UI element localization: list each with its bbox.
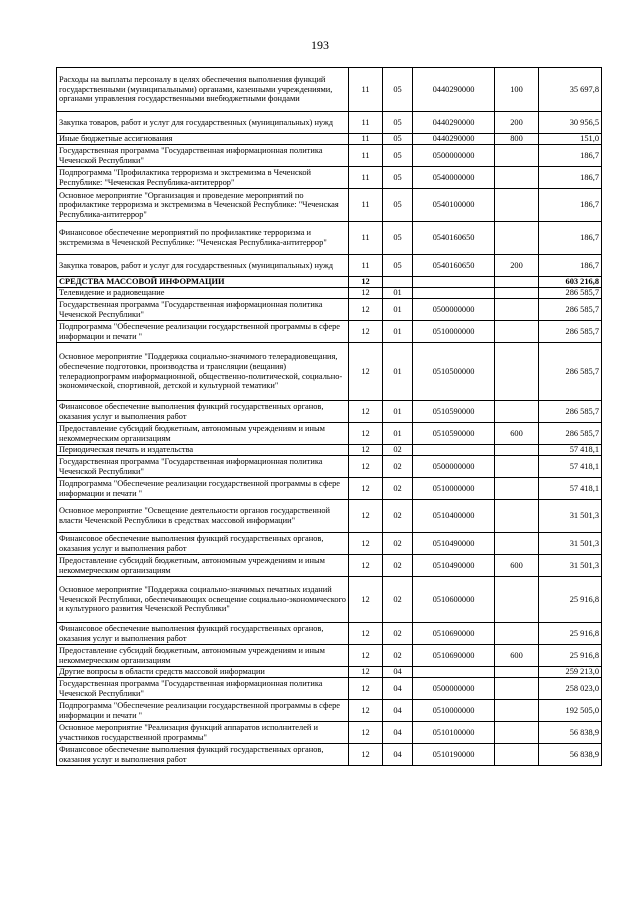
cell-amount: 57 418,1 [539,445,602,456]
cell-expense-type [495,277,539,288]
cell-amount: 57 418,1 [539,478,602,500]
table-row [57,500,602,533]
cell-name: Основное мероприятие "Поддержка социально-значимых печатных изданий Чеченской Республики, обеспечивающих освещение социально-экономического и культурного развития Чеченской Республики" [57,577,349,623]
table-row [57,167,602,189]
cell-target-article: 0510000000 [413,700,495,722]
cell-amount: 31 501,3 [539,500,602,533]
cell-expense-type [495,623,539,645]
cell-section: 12 [349,700,383,722]
cell-target-article: 0500000000 [413,299,495,321]
cell-target-article: 0510190000 [413,744,495,766]
cell-name: Подпрограмма "Обеспечение реализации государственной программы в сфере информации и печати " [57,478,349,500]
cell-target-article: 0510590000 [413,423,495,445]
cell-amount: 286 585,7 [539,343,602,401]
cell-expense-type [495,145,539,167]
table-row [57,68,602,112]
cell-expense-type: 600 [495,645,539,667]
cell-subsection: 05 [383,255,413,277]
cell-amount: 25 916,8 [539,623,602,645]
cell-target-article [413,277,495,288]
cell-expense-type [495,167,539,189]
cell-name: Предоставление субсидий бюджетным, автономным учреждениям и иным некоммерческим организациям [57,423,349,445]
cell-expense-type [495,744,539,766]
table-row [57,478,602,500]
cell-subsection: 01 [383,288,413,299]
cell-section: 12 [349,623,383,645]
cell-section: 11 [349,189,383,222]
cell-section: 11 [349,134,383,145]
cell-name: Финансовое обеспечение выполнения функций государственных органов, оказания услуг и выполнения работ [57,744,349,766]
cell-name: Государственная программа "Государственная информационная политика Чеченской Республики" [57,145,349,167]
cell-name: Предоставление субсидий бюджетным, автономным учреждениям и иным некоммерческим организациям [57,645,349,667]
table-row [57,321,602,343]
cell-amount: 35 697,8 [539,68,602,112]
cell-amount: 286 585,7 [539,288,602,299]
cell-name: СРЕДСТВА МАССОВОЙ ИНФОРМАЦИИ [57,277,349,288]
table-row [57,700,602,722]
cell-name: Государственная программа "Государственная информационная политика Чеченской Республики" [57,299,349,321]
cell-name: Государственная программа "Государственная информационная политика Чеченской Республики" [57,678,349,700]
cell-subsection: 05 [383,167,413,189]
cell-section: 12 [349,401,383,423]
cell-section: 12 [349,577,383,623]
table-row [57,222,602,255]
cell-subsection: 05 [383,189,413,222]
cell-amount: 258 023,0 [539,678,602,700]
cell-amount: 57 418,1 [539,456,602,478]
cell-target-article: 0510590000 [413,401,495,423]
cell-name: Основное мероприятие "Освещение деятельности органов государственной власти Чеченской Республики в средствах массовой информации" [57,500,349,533]
cell-section: 12 [349,456,383,478]
cell-section: 11 [349,167,383,189]
cell-target-article: 0510690000 [413,645,495,667]
cell-name: Расходы на выплаты персоналу в целях обеспечения выполнения функций государственными (муниципальными) органами, казенными учреждениями, органами управления государственными внебюджетными фондами [57,68,349,112]
cell-expense-type [495,456,539,478]
table-row [57,533,602,555]
page-number: 193 [311,38,329,52]
cell-section: 12 [349,678,383,700]
cell-section: 11 [349,112,383,134]
cell-amount: 286 585,7 [539,401,602,423]
table-row [57,744,602,766]
cell-expense-type [495,288,539,299]
cell-section: 11 [349,68,383,112]
cell-name: Телевидение и радиовещание [57,288,349,299]
cell-amount: 286 585,7 [539,321,602,343]
cell-expense-type: 200 [495,255,539,277]
cell-amount: 56 838,9 [539,744,602,766]
cell-name: Предоставление субсидий бюджетным, автономным учреждениям и иным некоммерческим организациям [57,555,349,577]
cell-amount: 186,7 [539,167,602,189]
table-row [57,456,602,478]
cell-name: Подпрограмма "Обеспечение реализации государственной программы в сфере информации и печати " [57,321,349,343]
cell-subsection: 01 [383,321,413,343]
cell-target-article: 0540160650 [413,255,495,277]
table-row [57,277,602,288]
cell-name: Финансовое обеспечение выполнения функций государственных органов, оказания услуг и выполнения работ [57,533,349,555]
table-row [57,555,602,577]
cell-section: 12 [349,500,383,533]
table-row [57,255,602,277]
cell-target-article: 0500000000 [413,456,495,478]
cell-target-article: 0540000000 [413,167,495,189]
cell-amount: 151,0 [539,134,602,145]
cell-subsection: 05 [383,145,413,167]
cell-section: 12 [349,288,383,299]
cell-subsection: 04 [383,678,413,700]
cell-subsection: 02 [383,456,413,478]
cell-expense-type [495,678,539,700]
cell-section: 12 [349,645,383,667]
cell-subsection: 02 [383,577,413,623]
cell-target-article: 0510490000 [413,555,495,577]
table-row [57,145,602,167]
table-row [57,343,602,401]
cell-target-article: 0510000000 [413,321,495,343]
cell-target-article: 0510500000 [413,343,495,401]
cell-subsection: 01 [383,401,413,423]
cell-target-article: 0540160650 [413,222,495,255]
cell-name: Подпрограмма "Профилактика терроризма и экстремизма в Чеченской Республике: "Чеченская Республика-антитеррор" [57,167,349,189]
cell-section: 12 [349,299,383,321]
cell-target-article: 0500000000 [413,145,495,167]
cell-expense-type [495,700,539,722]
cell-expense-type: 200 [495,112,539,134]
cell-expense-type: 100 [495,68,539,112]
cell-target-article: 0500000000 [413,678,495,700]
cell-amount: 603 216,8 [539,277,602,288]
cell-amount: 286 585,7 [539,423,602,445]
cell-expense-type [495,343,539,401]
budget-table [56,67,602,766]
cell-subsection: 05 [383,134,413,145]
cell-subsection: 02 [383,500,413,533]
cell-section: 12 [349,445,383,456]
cell-target-article: 0510690000 [413,623,495,645]
cell-expense-type [495,667,539,678]
cell-subsection: 01 [383,343,413,401]
cell-amount: 192 505,0 [539,700,602,722]
cell-amount: 56 838,9 [539,722,602,744]
cell-target-article [413,445,495,456]
cell-subsection: 04 [383,722,413,744]
cell-expense-type [495,222,539,255]
cell-section: 12 [349,423,383,445]
cell-amount: 286 585,7 [539,299,602,321]
cell-amount: 259 213,0 [539,667,602,678]
cell-amount: 31 501,3 [539,533,602,555]
cell-subsection: 01 [383,423,413,445]
cell-subsection [383,277,413,288]
cell-name: Основное мероприятие "Организация и проведение мероприятий по профилактике терроризма и экстремизма в Чеченской Республике: "Чеченская Республика-антитеррор" [57,189,349,222]
table-row [57,288,602,299]
cell-section: 12 [349,533,383,555]
cell-target-article: 0440290000 [413,112,495,134]
cell-section: 12 [349,722,383,744]
table-row [57,189,602,222]
cell-expense-type [495,299,539,321]
cell-section: 12 [349,478,383,500]
cell-expense-type [495,189,539,222]
table-row [57,299,602,321]
cell-subsection: 04 [383,744,413,766]
cell-expense-type: 800 [495,134,539,145]
cell-name: Государственная программа "Государственная информационная политика Чеченской Республики" [57,456,349,478]
cell-name: Подпрограмма "Обеспечение реализации государственной программы в сфере информации и печати " [57,700,349,722]
table-row [57,577,602,623]
cell-expense-type: 600 [495,423,539,445]
cell-section: 11 [349,222,383,255]
cell-name: Финансовое обеспечение выполнения функций государственных органов, оказания услуг и выполнения работ [57,401,349,423]
cell-target-article: 0510000000 [413,478,495,500]
table-row [57,112,602,134]
cell-expense-type [495,478,539,500]
cell-amount: 31 501,3 [539,555,602,577]
cell-target-article [413,667,495,678]
cell-amount: 186,7 [539,189,602,222]
cell-name: Основное мероприятие "Поддержка социально-значимого телерадиовещания, обеспечение подготовки, производства и трансляции (вещания) телерадиопрограмм информационной, общественно-политической, социально-экономической, спортивной, детской и культурной тематики" [57,343,349,401]
cell-name: Основное мероприятие "Реализация функций аппаратов исполнителей и участников государственной программы" [57,722,349,744]
cell-expense-type [495,533,539,555]
cell-amount: 186,7 [539,255,602,277]
cell-name: Закупка товаров, работ и услуг для государственных (муниципальных) нужд [57,112,349,134]
cell-name: Иные бюджетные ассигнования [57,134,349,145]
table-row [57,678,602,700]
cell-amount: 186,7 [539,222,602,255]
cell-subsection: 05 [383,112,413,134]
cell-amount: 25 916,8 [539,577,602,623]
table-row [57,722,602,744]
cell-section: 12 [349,555,383,577]
table-row [57,645,602,667]
cell-expense-type [495,321,539,343]
cell-subsection: 02 [383,555,413,577]
table-row [57,423,602,445]
table-row [57,401,602,423]
cell-section: 12 [349,744,383,766]
cell-subsection: 05 [383,222,413,255]
cell-name: Финансовое обеспечение мероприятий по профилактике терроризма и экстремизма в Чеченской Республике: "Чеченская Республика-антитеррор" [57,222,349,255]
cell-subsection: 02 [383,533,413,555]
cell-subsection: 04 [383,667,413,678]
table-row [57,445,602,456]
cell-expense-type [495,500,539,533]
cell-subsection: 02 [383,445,413,456]
cell-expense-type [495,722,539,744]
cell-subsection: 02 [383,623,413,645]
cell-target-article: 0510100000 [413,722,495,744]
cell-expense-type [495,401,539,423]
cell-section: 12 [349,321,383,343]
cell-name: Закупка товаров, работ и услуг для государственных (муниципальных) нужд [57,255,349,277]
cell-name: Периодическая печать и издательства [57,445,349,456]
cell-target-article: 0510490000 [413,533,495,555]
cell-target-article: 0510600000 [413,577,495,623]
cell-target-article: 0440290000 [413,68,495,112]
cell-expense-type [495,577,539,623]
cell-section: 12 [349,277,383,288]
cell-section: 11 [349,255,383,277]
cell-name: Другие вопросы в области средств массовой информации [57,667,349,678]
cell-subsection: 01 [383,299,413,321]
cell-name: Финансовое обеспечение выполнения функций государственных органов, оказания услуг и выполнения работ [57,623,349,645]
cell-section: 12 [349,667,383,678]
cell-expense-type [495,445,539,456]
cell-amount: 186,7 [539,145,602,167]
cell-subsection: 04 [383,700,413,722]
cell-target-article: 0440290000 [413,134,495,145]
cell-target-article: 0540100000 [413,189,495,222]
cell-amount: 30 956,5 [539,112,602,134]
cell-target-article [413,288,495,299]
table-row [57,134,602,145]
cell-section: 12 [349,343,383,401]
cell-amount: 25 916,8 [539,645,602,667]
cell-subsection: 02 [383,478,413,500]
budget-table-body [57,68,602,766]
cell-subsection: 02 [383,645,413,667]
cell-subsection: 05 [383,68,413,112]
table-row [57,623,602,645]
table-row [57,667,602,678]
cell-expense-type: 600 [495,555,539,577]
cell-section: 11 [349,145,383,167]
cell-target-article: 0510400000 [413,500,495,533]
